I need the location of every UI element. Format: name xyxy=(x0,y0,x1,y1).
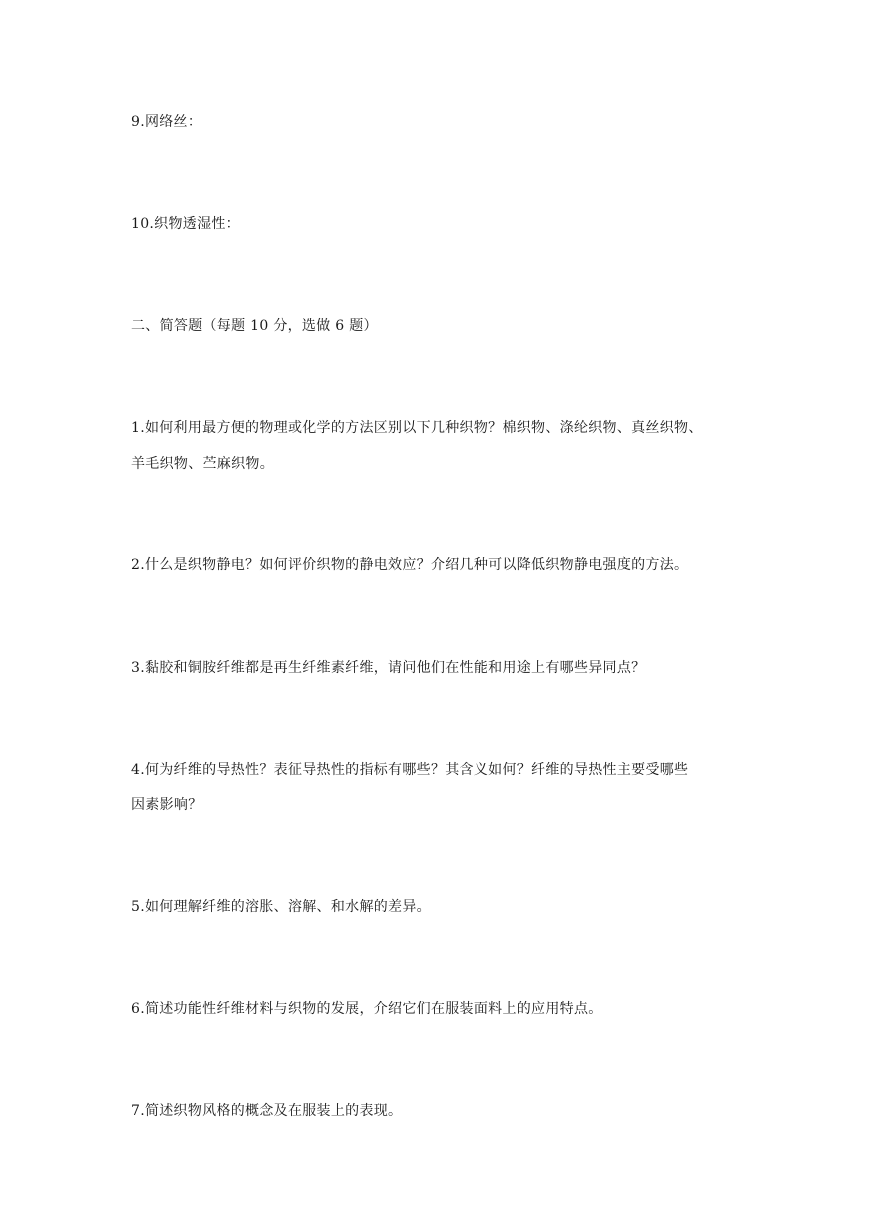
question-3: 3.黏胶和铜胺纤维都是再生纤维素纤维，请问他们在性能和用途上有哪些异同点？ xyxy=(131,660,646,676)
question-5: 5.如何理解纤维的溶胀、溶解、和水解的差异。 xyxy=(131,899,431,915)
question-4-line-2: 因素影响？ xyxy=(131,797,203,813)
question-1-line-2: 羊毛织物、苎麻织物。 xyxy=(131,456,274,472)
definition-item-10: 10.织物透湿性： xyxy=(131,216,240,232)
section-heading: 二、简答题（每题 10 分，选做 6 题） xyxy=(131,318,378,334)
question-7: 7.简述织物风格的概念及在服装上的表现。 xyxy=(131,1103,403,1119)
question-1-line-1: 1.如何利用最方便的物理或化学的方法区别以下几种织物？棉织物、涤纶织物、真丝织物、 xyxy=(131,420,703,436)
question-4-line-1: 4.何为纤维的导热性？表征导热性的指标有哪些？其含义如何？纤维的导热性主要受哪些 xyxy=(131,762,689,778)
question-6: 6.简述功能性纤维材料与织物的发展，介绍它们在服装面料上的应用特点。 xyxy=(131,1001,603,1017)
question-2: 2.什么是织物静电？如何评价织物的静电效应？介绍几种可以降低织物静电强度的方法。 xyxy=(131,557,689,573)
definition-item-9: 9.网络丝： xyxy=(131,114,203,130)
